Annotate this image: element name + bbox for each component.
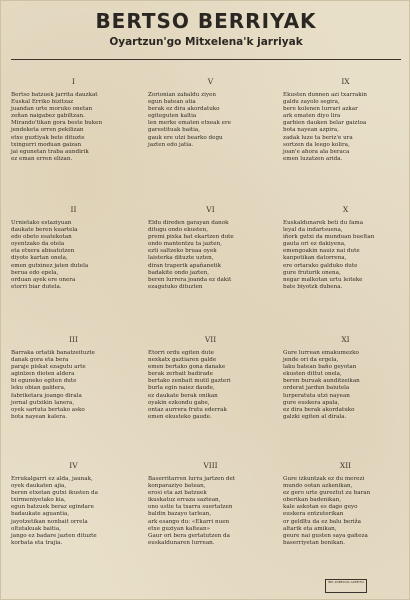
verse-line: lurperatuta utzi nayean	[283, 392, 350, 399]
verse-number: VI	[206, 205, 215, 214]
verse-lines	[11, 220, 136, 291]
verse-line: paraje piskat ezagutu arte	[11, 364, 86, 371]
verse-line: egun batzuek beraz egindare	[11, 504, 94, 511]
poster-subtitle: Oyartzun'go Mitxelena'k jarriyak	[109, 36, 303, 48]
verse-line: diyote kartan onela,	[11, 255, 68, 262]
verse-line: laisterka dituzte uzten,	[148, 255, 214, 262]
verse-lines	[11, 92, 136, 163]
verse-line: ikuskatuz erraza saztean,	[148, 497, 221, 504]
verse-lines	[148, 350, 273, 421]
verse-6	[148, 205, 273, 291]
verse-line: jango ez badare jazten dituzte	[11, 532, 97, 539]
verse-line: konparaziyo batean,	[148, 483, 206, 490]
verse-lines	[283, 350, 408, 421]
verse-lines	[11, 350, 136, 421]
verse-line: or geldltu da ez balu beriz̃a	[283, 518, 361, 525]
verse-line: zeñan naigabez gabiltzan.	[11, 113, 85, 120]
verse-lines	[148, 92, 273, 149]
verse-line: bota nayean azpira,	[283, 127, 339, 134]
verse-line: Gaur ori bera gertatutzen da	[148, 532, 230, 539]
verse-line: Eldu direden garayan danok	[148, 220, 229, 226]
verse-line: ezagutuko dituzten	[148, 283, 203, 290]
verse-lines	[148, 220, 273, 291]
verse-line: negar malkotan urtu leiteke	[283, 276, 363, 283]
verse-lines	[283, 92, 408, 163]
verse-line: garbien dauken belar gaiztoa	[283, 120, 367, 127]
verse-line: Gure izkuntzak ez du merezi	[283, 476, 365, 482]
verse-line: jornal gutxikin lanera,	[11, 399, 75, 406]
verse-line: danak gora eta bera	[11, 357, 69, 364]
verse-line: eta etxera abisatutzen	[11, 248, 75, 255]
verse-7	[148, 335, 273, 421]
verse-line: jayotzetikan nonbait orrela	[11, 518, 88, 525]
verse-line: ezti saltzeko bruaa oyek	[148, 248, 217, 255]
verse-line: orderat jardun baiutela	[283, 385, 350, 392]
verse-line: Euskaldunarek beti du fama	[283, 220, 364, 226]
verse-line: bi eguneko egiten dute	[11, 378, 77, 385]
verse-number: IX	[341, 77, 350, 86]
verse-line: baserriyetan benikan.	[283, 539, 346, 546]
verse-lines	[283, 476, 408, 547]
verse-line: altarik eta amikan,	[283, 525, 337, 532]
verse-line: ditugu ondo ekusten,	[148, 227, 208, 234]
verse-line: fabriketara joango dirala	[11, 392, 82, 399]
verse-line: orduan ayek ere onera	[11, 276, 76, 283]
verse-number: VIII	[203, 461, 218, 470]
verse-line: laku batean baño geyotan	[283, 364, 357, 371]
verse-line: leku obian galdera,	[11, 385, 66, 392]
verse-line: jendeketa orren pekilizan	[11, 127, 84, 134]
verse-number: X	[342, 205, 349, 214]
verse-line: Gure lurrean emakumezko	[283, 350, 359, 356]
verse-line: egun batean atia	[148, 99, 196, 106]
verse-line: gure fruturik onena,	[283, 269, 341, 276]
verse-number: I	[72, 77, 75, 86]
verse-line: emen luzatzen arida.	[283, 155, 343, 162]
verse-line: badakite ondo jazten,	[148, 269, 209, 276]
verse-line: oyentzako da otela	[11, 241, 65, 248]
verse-line: emen bertako gona danake	[148, 364, 226, 371]
verse-5	[148, 77, 273, 149]
verse-line: daukate beren kuartela	[11, 227, 78, 234]
verse-line: Euskal Erriko bizitzaz	[11, 99, 74, 106]
verse-line: egiteguten kaltia	[148, 113, 197, 120]
verse-lines	[283, 220, 408, 291]
verse-4	[11, 461, 136, 547]
verse-line: ark esango du: «Ekarri nuen	[148, 518, 230, 525]
verse-line: mundo ootan azkenikan,	[283, 483, 353, 490]
verse-line: txirmeniyetako kia,	[11, 497, 66, 504]
verse-line: oyakin ezkondu gabe,	[148, 399, 210, 406]
verse-line: oberikan badenikan,	[283, 497, 342, 504]
verse-line: zadak luze ta beriz'e ura	[283, 134, 353, 141]
verse-line: iñork gutxi da munduan bueltan	[283, 234, 375, 241]
verse-line: burla egin naiez daude,	[148, 385, 215, 392]
verse-line: txingurri moduan gaizan	[11, 141, 82, 148]
verse-line: berak ez dira akordatuko	[148, 106, 220, 113]
verse-8	[148, 461, 273, 547]
verse-line: Ekusten dunnen azi txarrakin	[283, 92, 368, 98]
verse-line: oltutakuak baitia,	[11, 525, 61, 532]
verse-9	[283, 77, 408, 163]
verse-line: euskaldunaren lurrean.	[148, 539, 215, 546]
verse-line: Errukalgarri ez alda, jaunak,	[11, 476, 93, 482]
verse-line: etorri biar dutela.	[11, 283, 62, 290]
verse-line: berua edo epela,	[11, 269, 59, 276]
verse-line: bertako zenbait mutil gazteri	[148, 378, 231, 385]
verse-line: etxe guziyan kaltean»	[148, 525, 211, 532]
verse-line: Urnietako estaziyuan	[11, 220, 72, 226]
verse-line: geure nai gusten saya gaiteza	[283, 532, 368, 539]
verse-number: IV	[69, 461, 78, 470]
verse-line: edo obeto esatekotan	[11, 234, 72, 241]
verse-line: oyek daukaten ajia,	[11, 483, 67, 490]
verse-line: erosi eta azi batzuek	[148, 490, 207, 497]
verse-line: jende ori da ergela,	[283, 357, 339, 364]
verse-line: berak zerbait badirade	[148, 371, 213, 378]
verse-1	[11, 77, 136, 163]
verse-number: VII	[204, 335, 217, 344]
verse-line: ez dira berak akordatuko	[283, 406, 355, 413]
verse-line: jai egunetan traba aundirik	[11, 148, 89, 155]
verse-line: joan'e ahora ala beraca	[283, 148, 350, 155]
verse-line: bota nayean kalera.	[11, 413, 68, 420]
verse-line: emengoakin nauiz nai dute	[283, 248, 360, 255]
printer-stamp: IMP. ZUBELDIA AZPEITIA	[325, 579, 367, 593]
verse-line: bere kolenen lurrari azkar	[283, 106, 358, 113]
verse-line: emen gutxinez jaten dutela	[11, 262, 89, 269]
verse-line: Barraka ortatik banatzeituzte	[11, 350, 95, 356]
verse-number: III	[69, 335, 78, 344]
verse-line: kale askotan es dago geyo	[283, 504, 358, 511]
verse-line: ez gero urte gureztut zu baran	[283, 490, 371, 497]
verse-line: emen ekusteko gaude.	[148, 413, 212, 420]
verse-line: Zorionian zabaldu ziyen	[148, 92, 216, 98]
verse-2	[11, 205, 136, 291]
verse-line: gure euskera apala,	[283, 399, 340, 406]
verse-number: XII	[339, 461, 352, 470]
verse-3	[11, 335, 136, 421]
verse-line: jazten edo jatia.	[148, 141, 194, 148]
verse-lines	[148, 476, 273, 547]
verse-line: euskera entzuterikan	[283, 511, 344, 518]
verse-line: ekusten dittut onela,	[283, 371, 342, 378]
verse-line: nexkatx gaztiaren galde	[148, 357, 217, 364]
verse-lines	[11, 476, 136, 547]
verse-line: Etorri ordu egiten dute	[148, 350, 214, 356]
verse-12	[283, 461, 408, 547]
verse-line: beren buruak aunditzeikan	[283, 378, 360, 385]
title-divider	[11, 59, 401, 60]
verse-line: ondo mantentzu ta jazten,	[148, 241, 222, 248]
verse-line: leyal da indartsuena,	[283, 227, 343, 234]
verse-line: ez daukate berak onikan	[148, 392, 218, 399]
verse-line: ono ustie ta txarra suertatzen	[148, 504, 233, 511]
verse-line: juandan urte moruko onetan	[11, 106, 93, 113]
verse-line: badaukate aguantia,	[11, 511, 70, 518]
verse-line: ere ortarako galduko dute	[283, 262, 358, 269]
verse-line: oyek sartuta bertako asko	[11, 406, 85, 413]
verse-line: galzki egiten al dirala.	[283, 413, 347, 420]
verse-line: ez eman erren elizan.	[11, 155, 73, 162]
verse-line: galdu zayolo segira,	[283, 99, 340, 106]
verse-line: Bertso batzuek jarrita dauzkat	[11, 92, 98, 98]
verse-line: beren lurrera joanda ez dakit	[148, 276, 232, 283]
verse-line: korbata eta trajia.	[11, 539, 63, 546]
verse-line: Baserritarren lurra jartzen det	[148, 476, 236, 482]
verse-line: gauk ere utzi bearko degu	[148, 134, 223, 141]
verse-line: beren etxetan gutxi ikusten da	[11, 490, 98, 497]
verse-line: etxe guztiyak bete dituzte	[11, 134, 85, 141]
poster-title: BERTSO BERRIYAK	[95, 9, 317, 33]
verse-line: gauta ori ez dakiyena,	[283, 241, 346, 248]
verse-number: V	[207, 77, 214, 86]
verse-line: diran traperik apañanetik	[148, 262, 222, 269]
verse-number: XI	[341, 335, 350, 344]
verse-line: ontaz aurrera frutu ederrak	[148, 406, 227, 413]
verse-line: len merke ematen etxeak ere	[148, 120, 231, 127]
verse-10	[283, 205, 408, 291]
verse-line: sortzen da leego kolira,	[283, 141, 350, 148]
verse-11	[283, 335, 408, 421]
verse-line: aginlzen dioten aldera	[11, 371, 75, 378]
verse-line: Mirando'tikan gora beste buken	[11, 120, 103, 127]
verse-number: II	[70, 205, 77, 214]
verse-line: premi pixka bat ekartzen dute	[148, 234, 234, 241]
verse-line: bate biyotzk dubena.	[283, 283, 343, 290]
verse-line: ark ematen diyo lira	[283, 113, 341, 120]
verse-line: kanpotikan datorrena,	[283, 255, 347, 262]
verse-line: garestituak baitia,	[148, 127, 201, 134]
verse-line: baldin bazayo tarlean,	[148, 511, 212, 518]
